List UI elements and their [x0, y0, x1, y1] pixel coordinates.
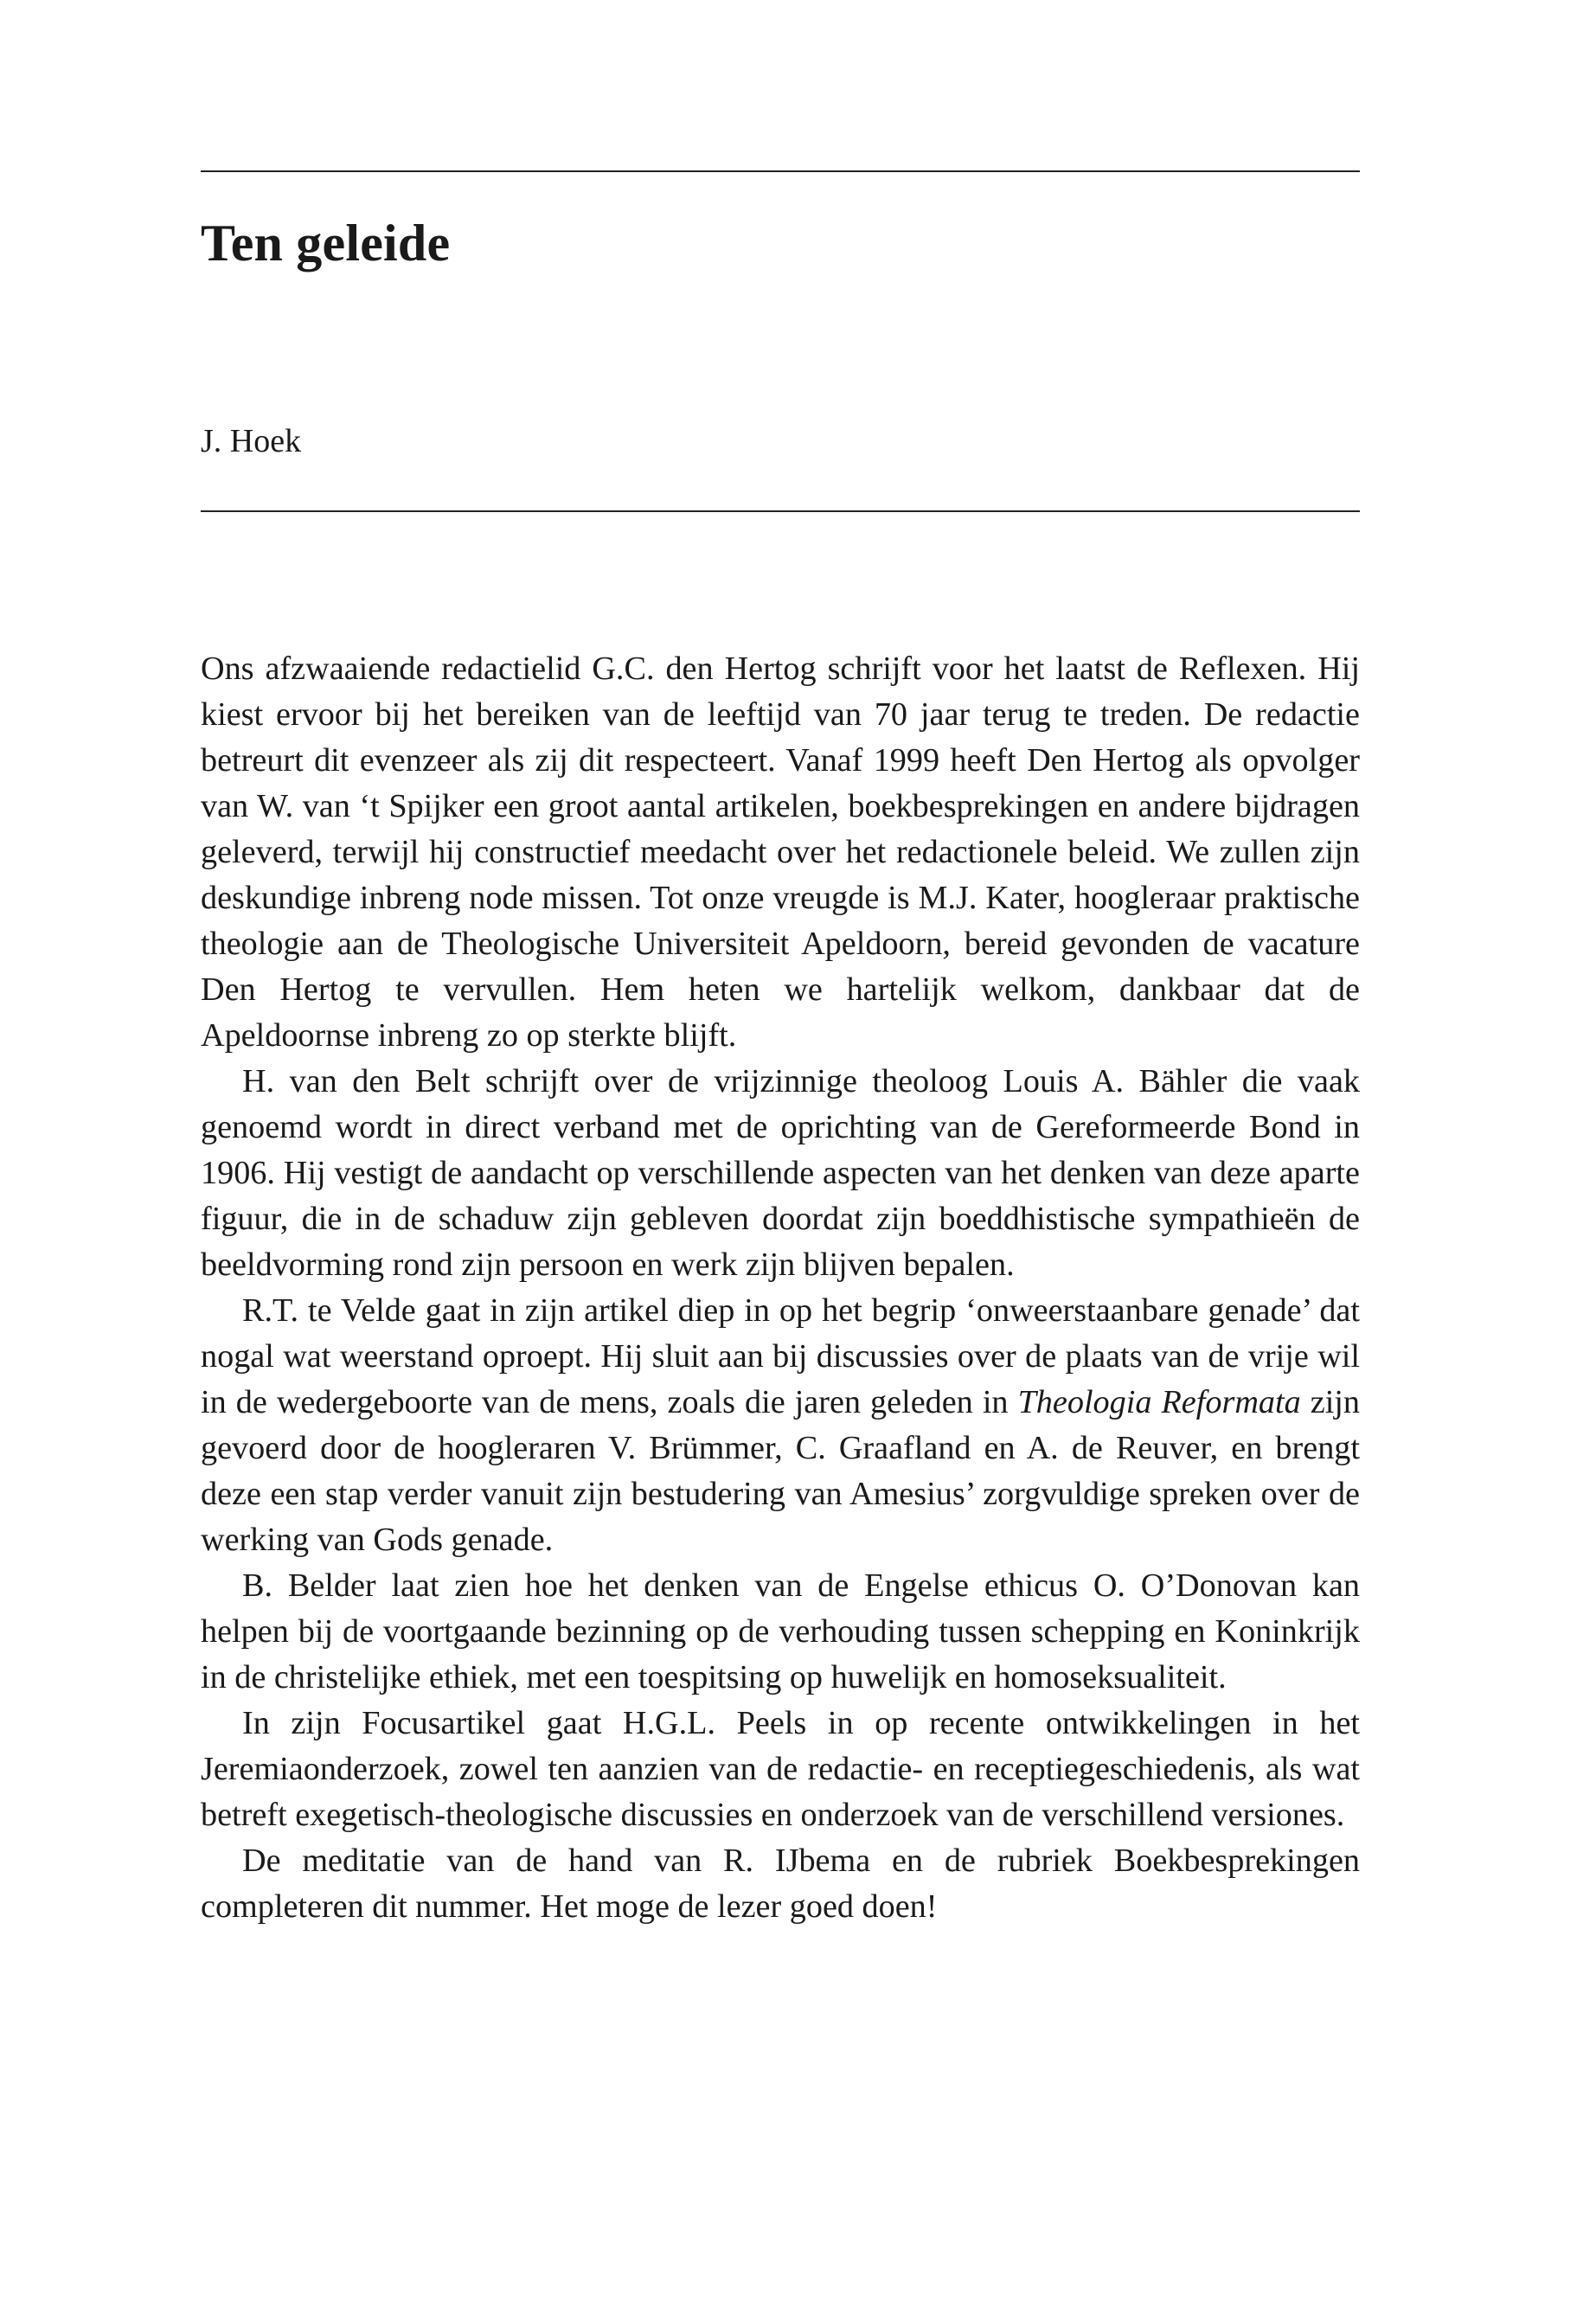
page-title: Ten geleide: [201, 215, 451, 272]
paragraph-text: R.T. te Velde gaat in zijn artikel diep in op het begrip ‘onweerstaanbare genade’ dat nogal wat weerstand oproept. Hij sluit aan bij discussies over de plaats van de vrije wil in de wedergeboorte van de mens, zoals die jaren geleden in: [201, 1292, 1360, 1420]
paragraph: Ons afzwaaiende redactielid G.C. den Hertog schrijft voor het laatst de Reflexen. Hij kiest ervoor bij het bereiken van de leeftijd van 70 jaar terug te treden. De redactie betreurt dit evenzeer als zij dit respecteert. Vanaf 1999 heeft Den Hertog als opvolger van W. van ‘t Spijker een groot aantal artikelen, boekbesprekingen en andere bijdragen geleverd, terwijl hij constructief meedacht over het redactionele beleid. We zullen zijn deskundige inbreng node missen. Tot onze vreugde is M.J. Kater, hoogleraar praktische theologie aan de Theologische Universiteit Apeldoorn, bereid gevonden de vacature Den Hertog te vervullen. Hem heten we hartelijk welkom, dankbaar dat de Apeldoornse inbreng zo op sterkte blijft.: [201, 651, 1360, 1054]
paragraph: De meditatie van de hand van R. IJbema en de rubriek Boekbesprekingen completeren dit nummer. Het moge de lezer goed doen!: [201, 1843, 1360, 1925]
top-divider: [201, 170, 1360, 172]
paragraph: [201, 1288, 1360, 1563]
author-name: J. Hoek: [201, 423, 302, 459]
header-divider: [201, 510, 1360, 512]
paragraph: H. van den Belt schrijft over de vrijzinnige theoloog Louis A. Bähler die vaak genoemd wordt in direct verband met de oprichting van de Gereformeerde Bond in 1906. Hij vestigt de aandacht op verschillende aspecten van het denken van deze aparte figuur, die in de schaduw zijn gebleven doordat zijn boeddhistische sympathieën de beeldvorming rond zijn persoon en werk zijn blijven bepalen.: [201, 1063, 1360, 1283]
article-body: [201, 646, 1360, 1930]
paragraph-text: zijn gevoerd door de hoogleraren V. Brümmer, C. Graafland en A. de Reuver, en brengt deze een stap verder vanuit zijn bestudering van Amesius’ zorgvuldige spreken over de werking van Gods genade.: [201, 1384, 1361, 1558]
paragraph: In zijn Focusartikel gaat H.G.L. Peels in op recente ontwikkelingen in het Jeremiaonderzoek, zowel ten aanzien van de redactie- en receptiegeschiedenis, als wat betreft exegetisch-theologische discussies en onderzoek van de verschillend versiones.: [201, 1705, 1360, 1833]
paragraph: B. Belder laat zien hoe het denken van de Engelse ethicus O. O’Donovan kan helpen bij de voortgaande bezinning op de verhouding tussen schepping en Koninkrijk in de christelijke ethiek, met een toespitsing op huwelijk en homoseksualiteit.: [201, 1567, 1360, 1695]
journal-title-italic: Theologia Reformata: [1017, 1384, 1301, 1420]
